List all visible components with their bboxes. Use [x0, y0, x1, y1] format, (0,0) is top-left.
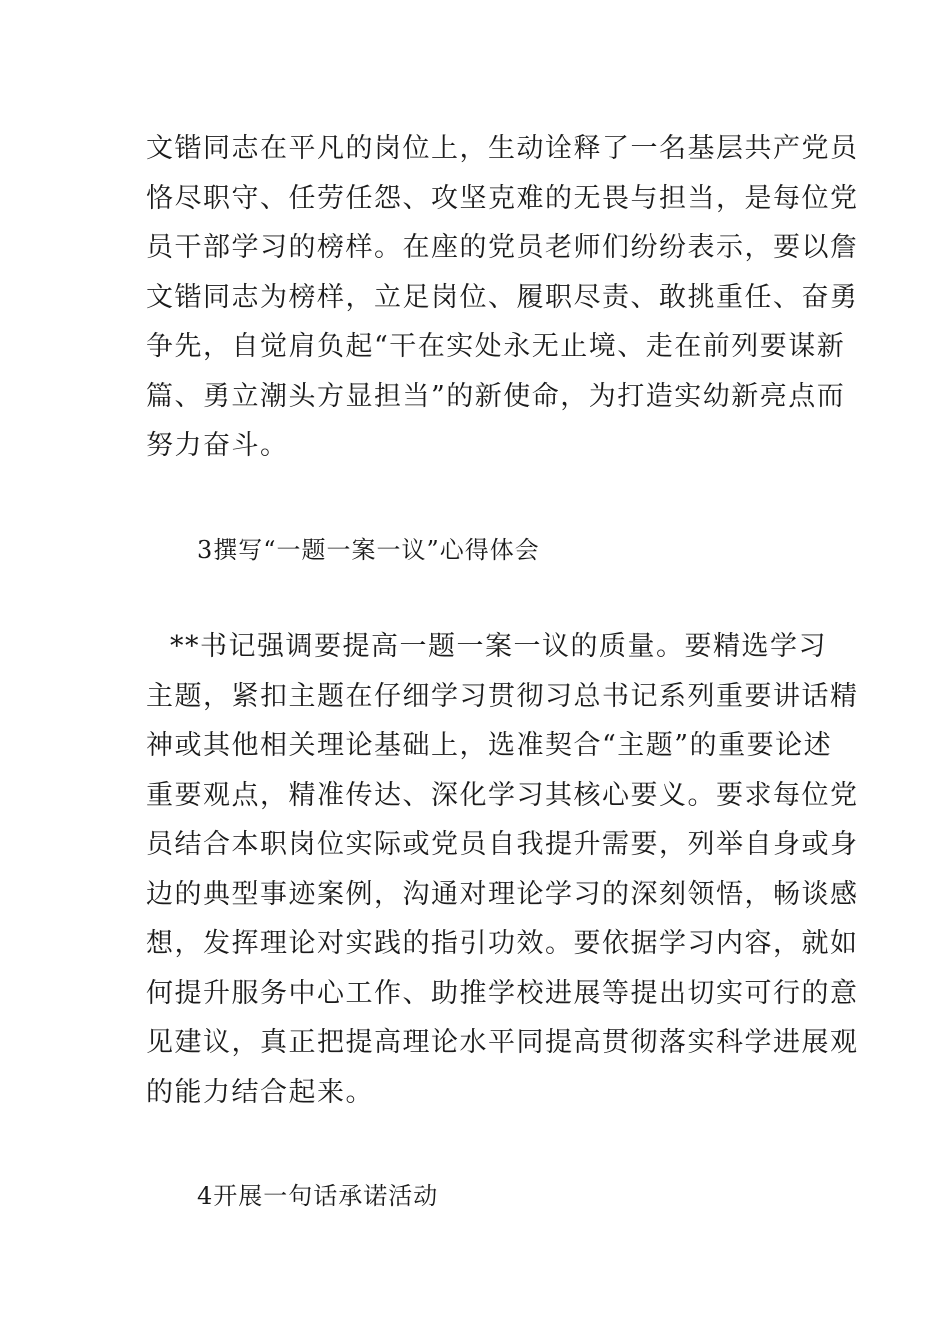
section-heading-4: 4开展一句话承诺活动 — [197, 1182, 439, 1210]
paragraph-line: 主题，紧扣主题在仔细学习贯彻习总书记系列重要讲话精 — [146, 680, 859, 712]
section-heading-3: 3撰写“一题一案一议”心得体会 — [197, 536, 540, 564]
paragraph-line: 重要观点，精准传达、深化学习其核心要义。要求每位党 — [146, 779, 859, 811]
paragraph-line: 篇、勇立潮头方显担当”的新使命，为打造实幼新亮点而 — [146, 380, 846, 412]
paragraph-line: **书记强调要提高一题一案一议的质量。要精选学习 — [170, 631, 827, 662]
paragraph-line: 文锴同志为榜样，立足岗位、履职尽责、敢挑重任、奋勇 — [146, 281, 859, 313]
paragraph-line: 文锴同志在平凡的岗位上，生动诠释了一名基层共产党员 — [146, 133, 859, 164]
paragraph-line: 神或其他相关理论基础上，选准契合“主题”的重要论述 — [146, 730, 833, 761]
paragraph-line: 争先，自觉肩负起“干在实处永无止境、走在前列要谋新 — [146, 331, 846, 362]
paragraph-line: 何提升服务中心工作、助推学校进展等提出切实可行的意 — [146, 977, 859, 1009]
paragraph-line: 的能力结合起来。 — [146, 1076, 374, 1108]
paragraph-line: 员结合本职岗位实际或党员自我提升需要，列举自身或身 — [146, 829, 859, 860]
paragraph-1 — [146, 124, 859, 471]
paragraph-line: 恪尽职守、任劳任怨、攻坚克难的无畏与担当，是每位党 — [146, 182, 859, 214]
paragraph-2 — [146, 622, 859, 1117]
paragraph-line: 员干部学习的榜样。在座的党员老师们纷纷表示，要以詹 — [146, 232, 859, 263]
paragraph-line: 边的典型事迹案例，沟通对理论学习的深刻领悟，畅谈感 — [146, 878, 859, 910]
paragraph-line: 努力奋斗。 — [146, 430, 289, 461]
paragraph-line: 见建议，真正把提高理论水平同提高贯彻落实科学进展观 — [146, 1027, 859, 1058]
paragraph-line: 想，发挥理论对实践的指引功效。要依据学习内容，就如 — [146, 928, 859, 959]
